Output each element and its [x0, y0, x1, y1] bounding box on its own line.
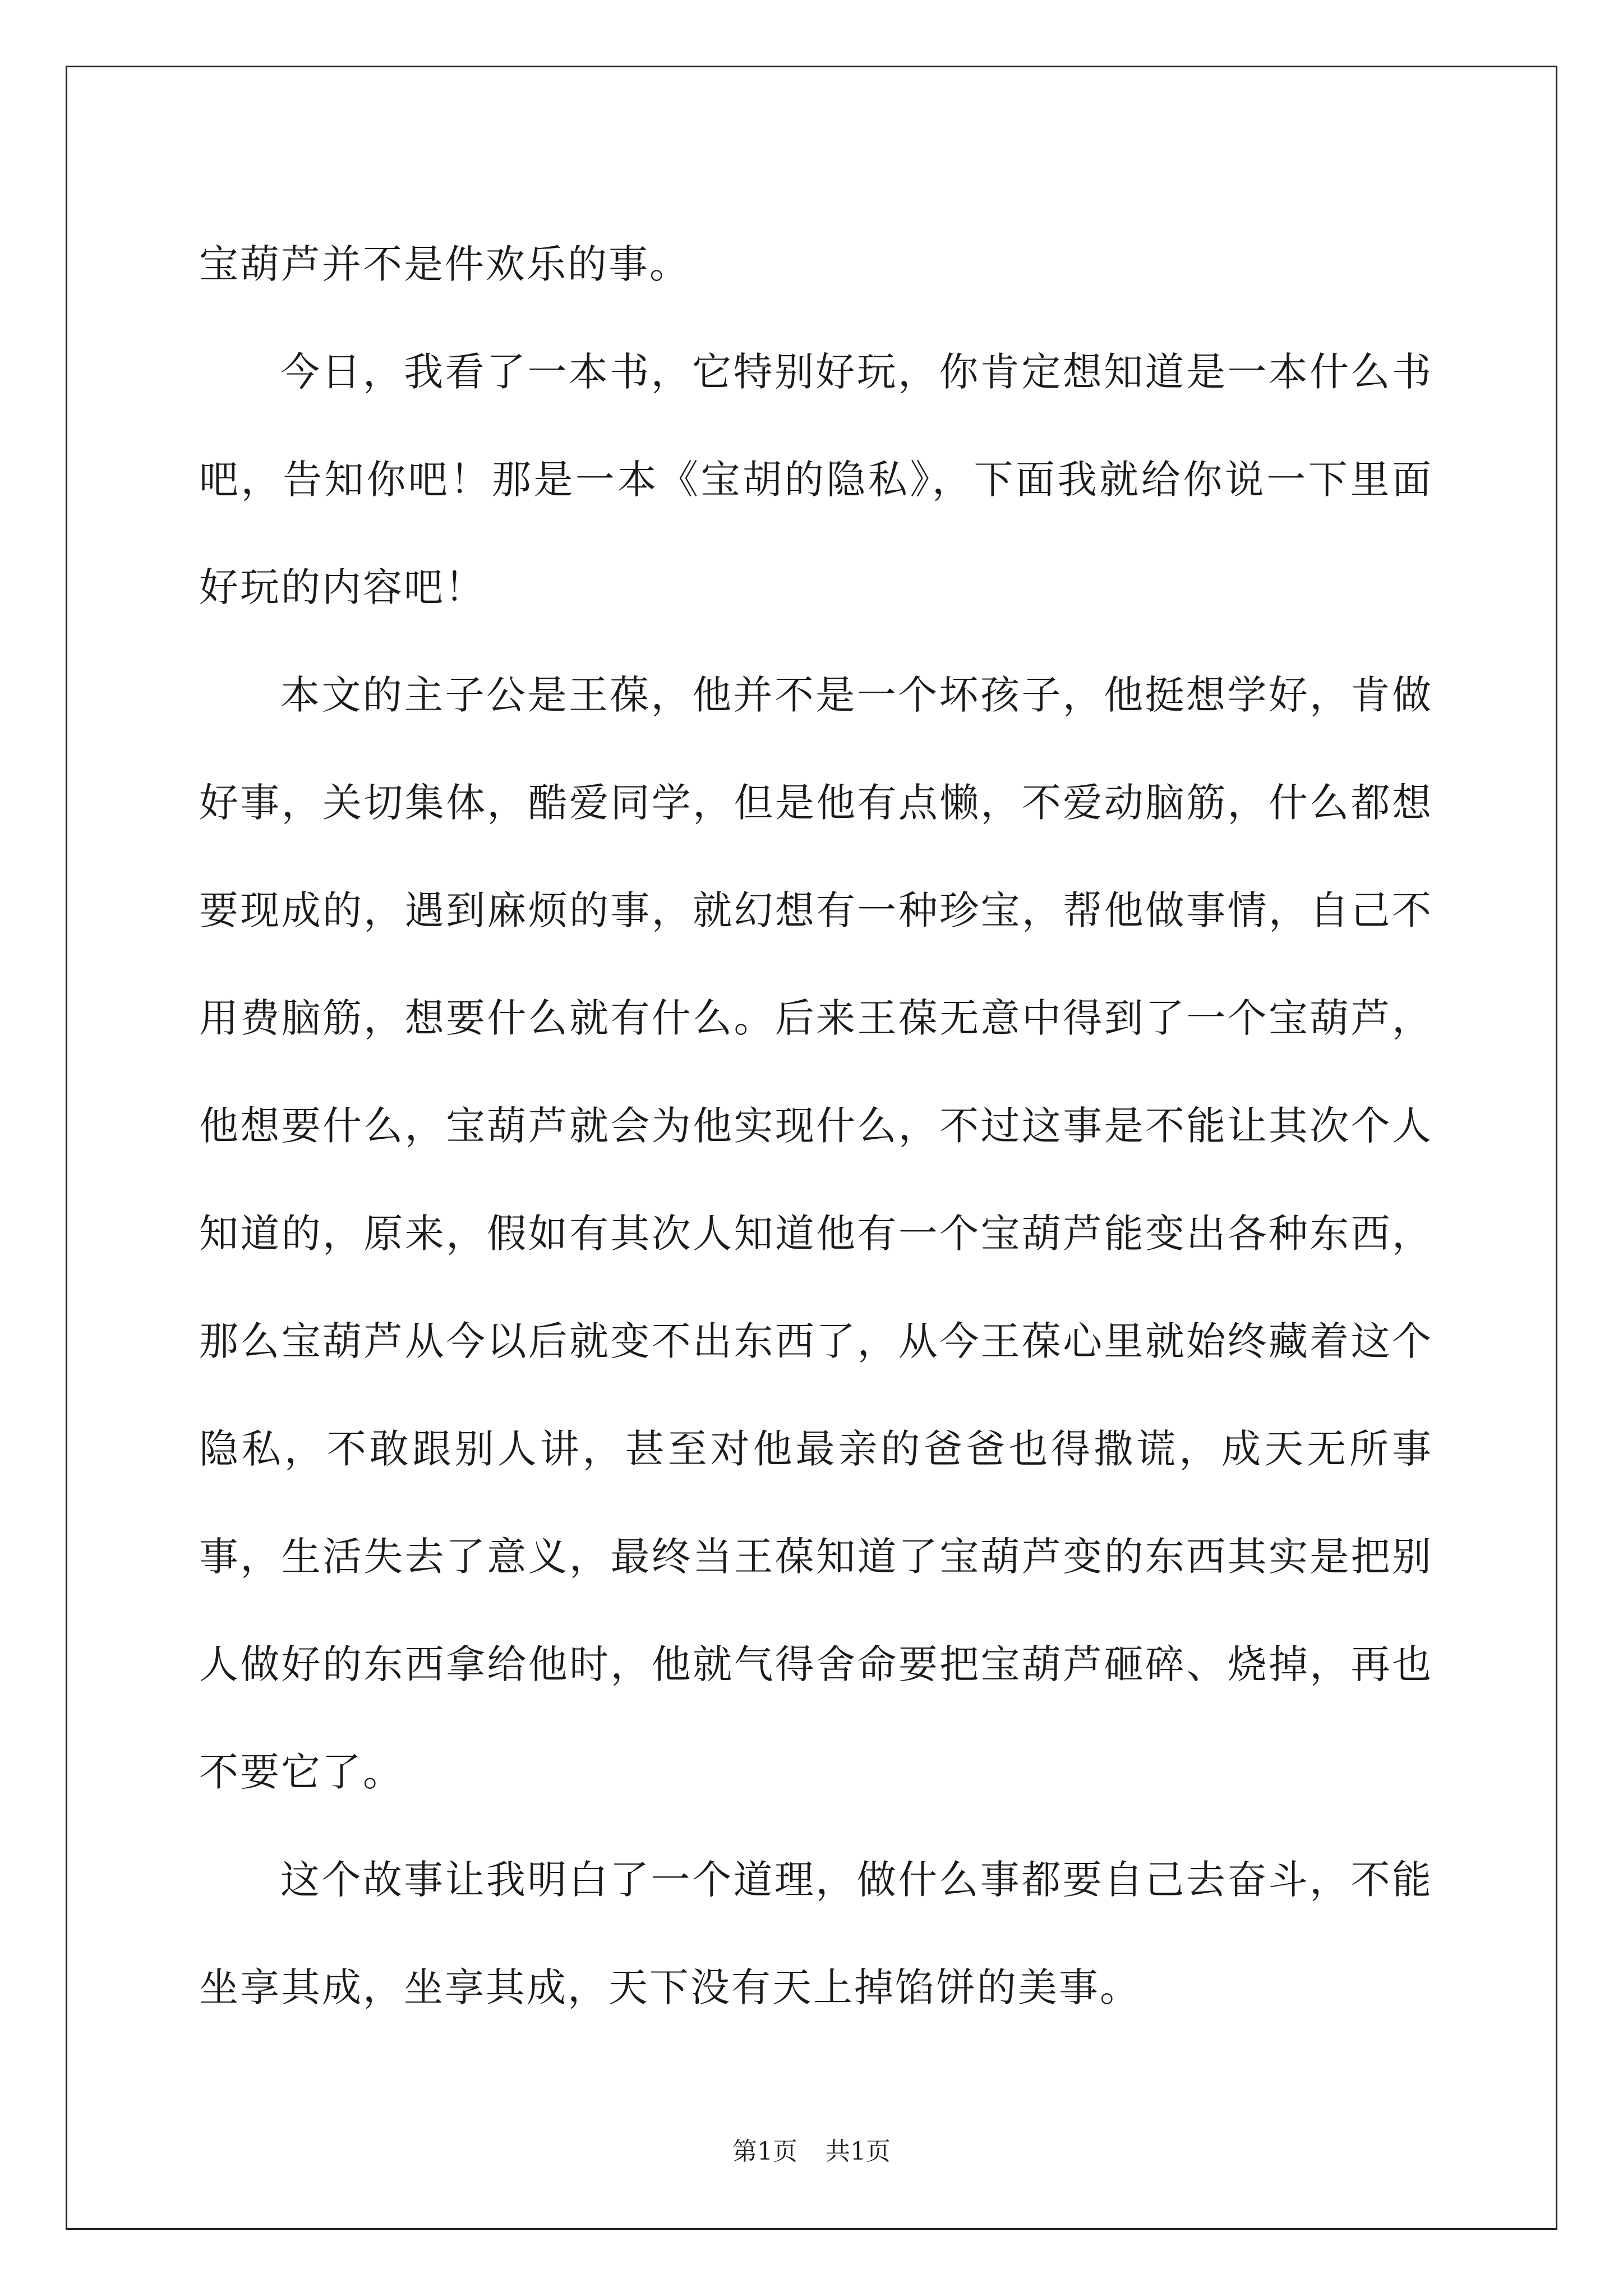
paragraph-1: 宝葫芦并不是件欢乐的事。 [199, 241, 690, 287]
paragraph-2: 今日，我看了一本书，它特别好玩，你肯定想知道是一本什么书吧，告知你吧！那是一本《宝胡的隐私》，下面我就给你说一下里面好玩的内容吧！ [199, 349, 1433, 610]
paragraph-3: 本文的主子公是王葆，他并不是一个坏孩子，他挺想学好，肯做好事，关切集体，酷爱同学，但是他有点懒，不爱动脑筋，什么都想要现成的，遇到麻烦的事，就幻想有一种珍宝，帮他做事情，自己不用费脑筋，想要什么就有什么。后来王葆无意中得到了一个宝葫芦，他想要什么，宝葫芦就会为他实现什么，不过这事是不能让其次个人知道的，原来，假如有其次人知道他有一个宝葫芦能变出各种东西，那么宝葫芦从今以后就变不出东西了，从今王葆心里就始终藏着这个隐私，不敢跟别人讲，甚至对他最亲的爸爸也得撒谎，成天无所事事，生活失去了意义，最终当王葆知道了宝葫芦变的东西其实是把别人做好的东西拿给他时，他就气得舍命要把宝葫芦砸碎、烧掉，再也不要它了。 [199, 672, 1433, 1795]
page-footer [0, 2135, 1623, 2169]
page-total: 共1页 [826, 2137, 891, 2166]
paragraph-4: 这个故事让我明白了一个道理，做什么事都要自己去奋斗，不能坐享其成，坐享其成，天下没有天上掉馅饼的美事。 [199, 1857, 1433, 2010]
document-body [199, 210, 1433, 2041]
page-number: 第1页 [732, 2137, 797, 2166]
